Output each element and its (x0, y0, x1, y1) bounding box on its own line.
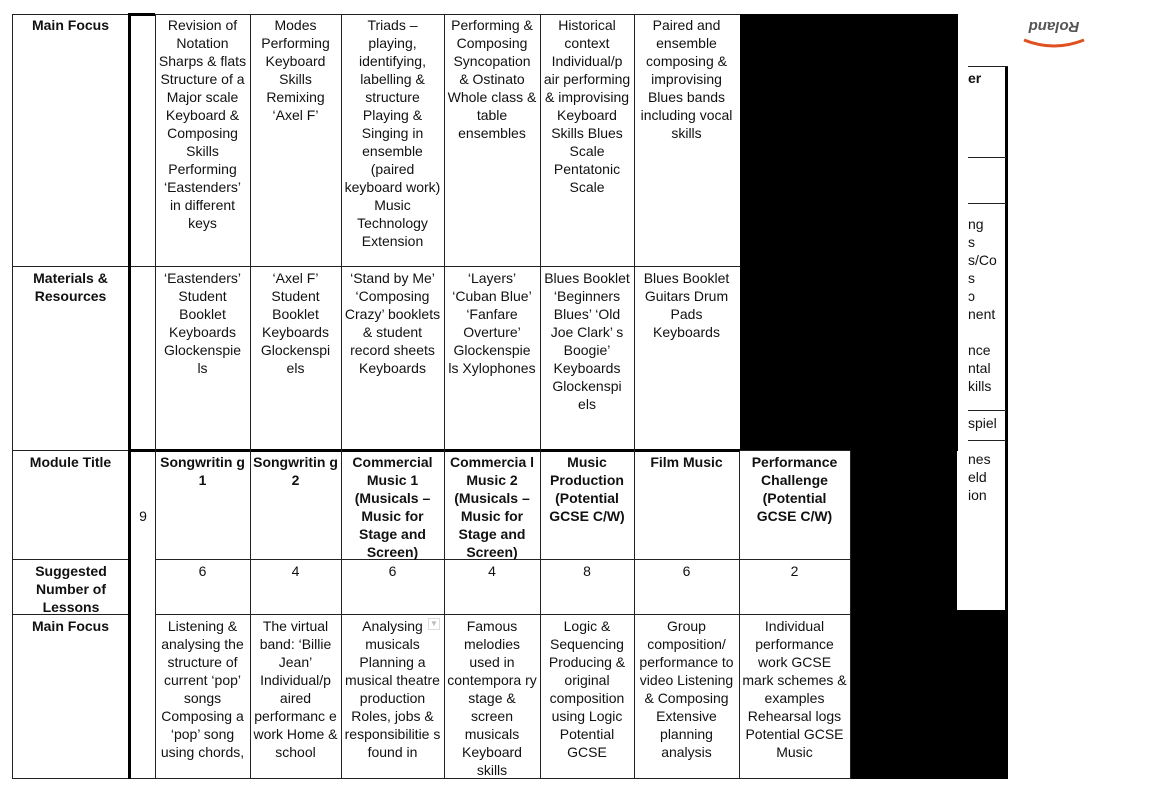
col-line (155, 14, 156, 779)
module-title-cell: Songwritin g 1 (160, 454, 245, 488)
top-focus-cell: Historical context Individual/p air performing & improvising Keyboard Skills Blues Scale Pentatonic Scale (543, 17, 631, 195)
right-fragment: ntal (968, 360, 991, 376)
right-fragment: nent (968, 306, 996, 322)
row-label-lessons: Suggested Number of Lessons (35, 563, 107, 615)
redaction-block-right (851, 451, 957, 779)
col-line (540, 14, 541, 779)
right-doc-border (1005, 66, 1008, 611)
col-line (850, 451, 851, 779)
materials-cell: ‘Layers’ ‘Cuban Blue’ ‘Fanfare Overture’ Glockenspie ls Xylophones (448, 270, 536, 376)
lessons-cell: 6 (198, 563, 207, 579)
redaction-block-top (740, 14, 958, 451)
right-doc-line (968, 440, 1006, 441)
right-fragment: eld (968, 469, 987, 485)
right-fragment: s (968, 270, 975, 286)
row-label-main-focus: Main Focus (31, 17, 109, 33)
row-separator (12, 559, 128, 560)
row-label-main-focus-bottom: Main Focus (31, 618, 109, 634)
right-doc-line (968, 157, 1006, 158)
right-fragment: ng (968, 216, 984, 232)
col-line (444, 14, 445, 779)
row-separator (12, 450, 128, 451)
lessons-cell: 2 (790, 563, 799, 579)
top-focus-cell: Triads – playing, identifying, labelling & structure Playing & Singing in ensemble (paired keyboard work) Music Technology Extension (344, 17, 441, 249)
lessons-cell: 4 (291, 563, 300, 579)
top-focus-cell: Revision of Notation Sharps & flats Structure of a Major scale Keyboard & Composing Skills Performing ‘Eastenders’ in different keys (158, 17, 247, 231)
year-number: 9 (139, 508, 147, 524)
row-label-module-title: Module Title (29, 454, 112, 470)
lessons-cell: 6 (682, 563, 691, 579)
right-fragment: er (968, 70, 982, 86)
right-fragment: ɔ (968, 288, 975, 304)
module-title-cell: Commercia l Music 2 (Musicals – Music for Stage and Screen) (449, 454, 535, 560)
materials-cell: Blues Booklet Guitars Drum Pads Keyboards (643, 270, 730, 340)
table-border-bottom (12, 778, 851, 779)
right-fragment: s/Co (968, 252, 997, 268)
module-title-cell: Songwritin g 2 (253, 454, 338, 488)
col-line (250, 14, 251, 779)
right-doc-line (968, 410, 1006, 411)
right-fragment: spiel (968, 415, 997, 431)
year-column-top (128, 13, 155, 16)
right-fragment: nes (968, 451, 991, 467)
bottom-focus-cell: Individual performance work GCSE mark schemes & examples Rehearsal logs Potential GCSE Music (742, 618, 847, 760)
bottom-focus-cell: Famous melodies used in contempora ry stage & screen musicals Keyboard skills (447, 618, 537, 778)
year-column-border (128, 14, 131, 779)
materials-cell: ‘Axel F’ Student Booklet Keyboards Glockenspi els (260, 270, 331, 376)
bottom-focus-cell: Logic & Sequencing Producing & original composition using Logic Potential GCSE (548, 618, 626, 760)
row-separator (155, 614, 851, 615)
row-label-materials: Materials & Resources (33, 270, 108, 304)
right-doc-line (968, 203, 1006, 204)
right-fragment: ion (968, 487, 987, 503)
col-line (634, 14, 635, 779)
module-title-cell: Film Music (650, 454, 723, 470)
right-fragment: nce (968, 342, 991, 358)
bottom-focus-cell: Group composition/ performance to video Listening & Composing Extensive planning analysis (639, 618, 734, 760)
top-focus-cell: Performing & Composing Syncopation & Ostinato Whole class & table ensembles (447, 17, 537, 141)
row-separator (12, 266, 740, 267)
top-focus-cell: Paired and ensemble composing & improvising Blues bands including vocal skills (640, 17, 733, 141)
lessons-cell: 6 (388, 563, 397, 579)
col-line (12, 14, 13, 779)
bottom-focus-cell: Listening & analysing the structure of current ‘pop’ songs Composing a ‘pop’ song using chords, (160, 618, 245, 760)
roland-logo (1018, 14, 1090, 48)
right-fragment: kills (968, 378, 992, 394)
module-title-cell: Commercial Music 1 (Musicals – Music for Stage and Screen) (352, 454, 433, 560)
col-line (739, 451, 740, 779)
lessons-cell: 4 (488, 563, 496, 579)
row-separator (740, 450, 851, 451)
right-fragment: s (968, 234, 975, 250)
lessons-cell: 8 (583, 563, 591, 579)
module-title-cell: Music Production (Potential GCSE C/W) (549, 454, 625, 524)
bottom-focus-cell: The virtual band: ‘Billie Jean’ Individual/p aired performanc e work Home & school (253, 618, 338, 760)
top-focus-cell: Modes Performing Keyboard Skills Remixing ‘Axel F’ (261, 17, 330, 123)
materials-cell: ‘Stand by Me’ ‘Composing Crazy’ booklets & student record sheets Keyboards (344, 270, 441, 376)
materials-cell: ‘Eastenders’ Student Booklet Keyboards Glockenspie ls (163, 270, 242, 376)
col-line (341, 14, 342, 779)
right-doc-line (968, 66, 1008, 67)
module-title-cell: Performance Challenge (Potential GCSE C/W) (751, 454, 838, 524)
materials-cell: Blues Booklet ‘Beginners Blues’ ‘Old Joe Clark’ s Boogie’ Keyboards Glockenspi els (544, 270, 630, 412)
redaction-block-far-right (957, 610, 1008, 779)
bottom-focus-cell: Analysing musicals Planning a musical theatre production Roles, jobs & responsibilitie s found in (344, 618, 441, 760)
svg-text:Roland: Roland (1028, 18, 1080, 35)
chevron-down-icon[interactable]: ▼ (428, 618, 440, 630)
